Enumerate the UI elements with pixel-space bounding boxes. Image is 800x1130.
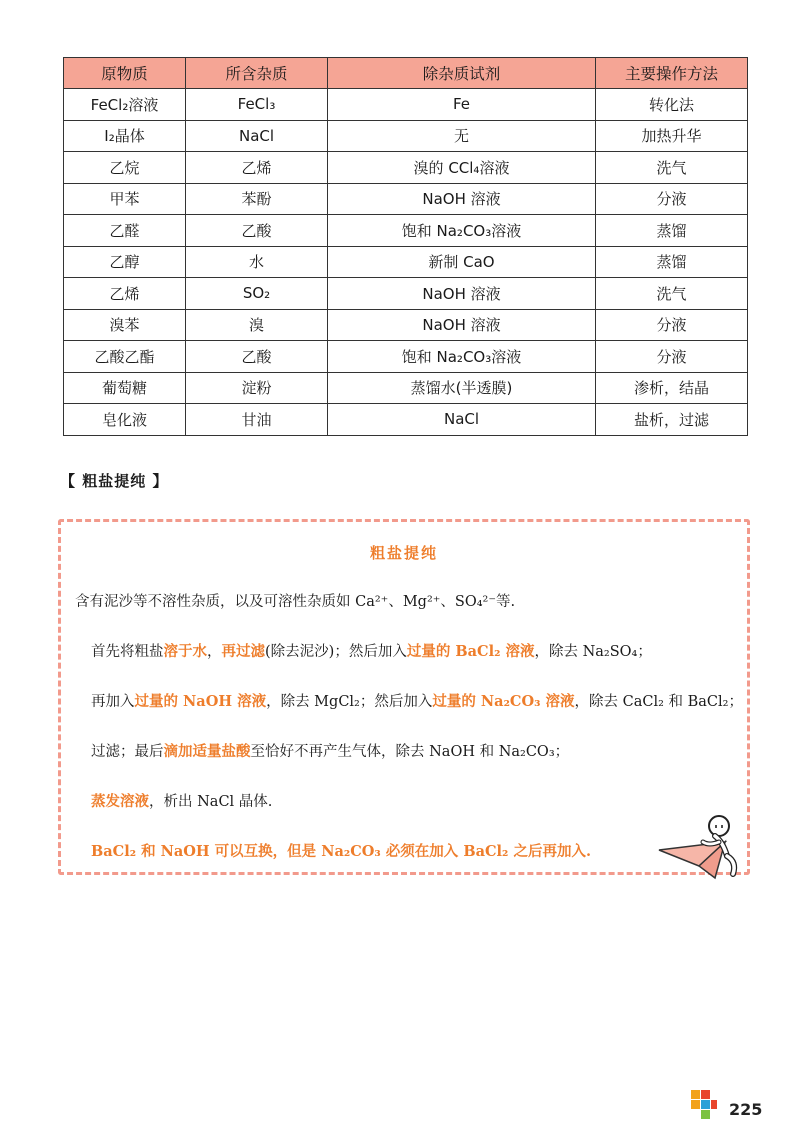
table-cell: 加热升华 [596,120,748,152]
table-cell: 淀粉 [186,372,328,404]
table-cell: 蒸馏 [596,246,748,278]
table-cell: Fe [328,89,596,121]
table-cell: 葡萄糖 [64,372,186,404]
note-line-5 [91,790,272,811]
table-row [64,89,748,121]
note-line-6 [91,840,591,861]
table-cell: NaOH 溶液 [328,278,596,310]
table-cell: FeCl₂溶液 [64,89,186,121]
table-cell: 乙醛 [64,215,186,247]
table-cell: 分液 [596,341,748,373]
table-cell: 甘油 [186,404,328,436]
table-cell: 蒸馏水(半透膜) [328,372,596,404]
impurity-removal-table [63,57,748,436]
table-cell: 皂化液 [64,404,186,436]
paper-plane-mascot-icon [655,812,747,884]
table-cell: 甲苯 [64,183,186,215]
table-cell: NaCl [186,120,328,152]
table-row [64,372,748,404]
text-segment: (除去泥沙)；然后加入 [265,644,407,660]
highlight-text: 过量的 NaOH 溶液 [134,693,267,710]
table-cell: 乙酸乙酯 [64,341,186,373]
highlight-text: 过量的 Na₂CO₃ 溶液 [432,693,575,710]
table-header-cell: 原物质 [64,58,186,89]
text-segment: 再加入 [91,694,135,710]
table-row [64,278,748,310]
highlight-text: BaCl₂ 和 NaOH 可以互换，但是 Na₂CO₃ 必须在加入 BaCl₂ 之后再加入. [91,843,591,860]
table-header-cell: 所含杂质 [186,58,328,89]
page-number: 225 [729,1100,763,1119]
note-line-3 [91,690,743,711]
table-cell: 乙烷 [64,152,186,184]
highlight-text: 滴加适量盐酸 [163,743,251,760]
table-cell: 乙酸 [186,341,328,373]
note-line-4 [91,740,569,761]
table-cell: 盐析，过滤 [596,404,748,436]
highlight-text: 溶于水 [163,643,207,660]
highlight-text: 再过滤 [221,643,265,660]
table-cell: 洗气 [596,278,748,310]
table-cell: 分液 [596,183,748,215]
publisher-logo-icon [689,1088,719,1122]
table-cell: 乙酸 [186,215,328,247]
table-cell: 分液 [596,309,748,341]
note-line-1: 含有泥沙等不溶性杂质，以及可溶性杂质如 Ca²⁺、Mg²⁺、SO₄²⁻等. [75,594,516,610]
note-title: 粗盐提纯 [369,544,438,562]
table-row [64,215,748,247]
table-cell: 无 [328,120,596,152]
table-header-cell: 主要操作方法 [596,58,748,89]
text-segment: ，除去 MgCl₂；然后加入 [266,694,433,710]
table-cell: 渗析，结晶 [596,372,748,404]
table-cell: 溴的 CCl₄溶液 [328,152,596,184]
section-heading: 【 粗盐提纯 】 [60,472,169,490]
highlight-text: 蒸发溶液 [91,793,149,810]
table-cell: 苯酚 [186,183,328,215]
text-segment: ，析出 NaCl 晶体. [149,794,273,810]
table-cell: 溴苯 [64,309,186,341]
text-segment: ，除去 Na₂SO₄； [534,644,652,660]
table-header-cell: 除杂质试剂 [328,58,596,89]
table-cell: 溴 [186,309,328,341]
table-cell: NaOH 溶液 [328,183,596,215]
table-cell: SO₂ [186,278,328,310]
table-row [64,183,748,215]
text-segment: 过滤；最后 [91,744,164,760]
text-segment: ， [207,644,222,660]
table-cell: 乙醇 [64,246,186,278]
text-segment: 首先将粗盐 [91,644,164,660]
table-cell: 新制 CaO [328,246,596,278]
table-cell: I₂晶体 [64,120,186,152]
table-cell: 乙烯 [64,278,186,310]
table-cell: 乙烯 [186,152,328,184]
table-cell: NaCl [328,404,596,436]
table-row [64,246,748,278]
text-segment: ，除去 CaCl₂ 和 BaCl₂； [574,694,743,710]
note-box [58,519,750,875]
text-segment: 至恰好不再产生气体，除去 NaOH 和 Na₂CO₃； [250,744,570,760]
highlight-text: 过量的 BaCl₂ 溶液 [406,643,535,660]
table-row [64,309,748,341]
table-cell: 饱和 Na₂CO₃溶液 [328,215,596,247]
table-row [64,404,748,436]
table-cell: 水 [186,246,328,278]
table-cell: FeCl₃ [186,89,328,121]
table-row [64,152,748,184]
table-row [64,341,748,373]
table-cell: NaOH 溶液 [328,309,596,341]
table-cell: 饱和 Na₂CO₃溶液 [328,341,596,373]
table-row [64,120,748,152]
table-cell: 转化法 [596,89,748,121]
table-cell: 洗气 [596,152,748,184]
table-cell: 蒸馏 [596,215,748,247]
note-line-2 [91,640,652,661]
table-header-row [64,58,748,89]
